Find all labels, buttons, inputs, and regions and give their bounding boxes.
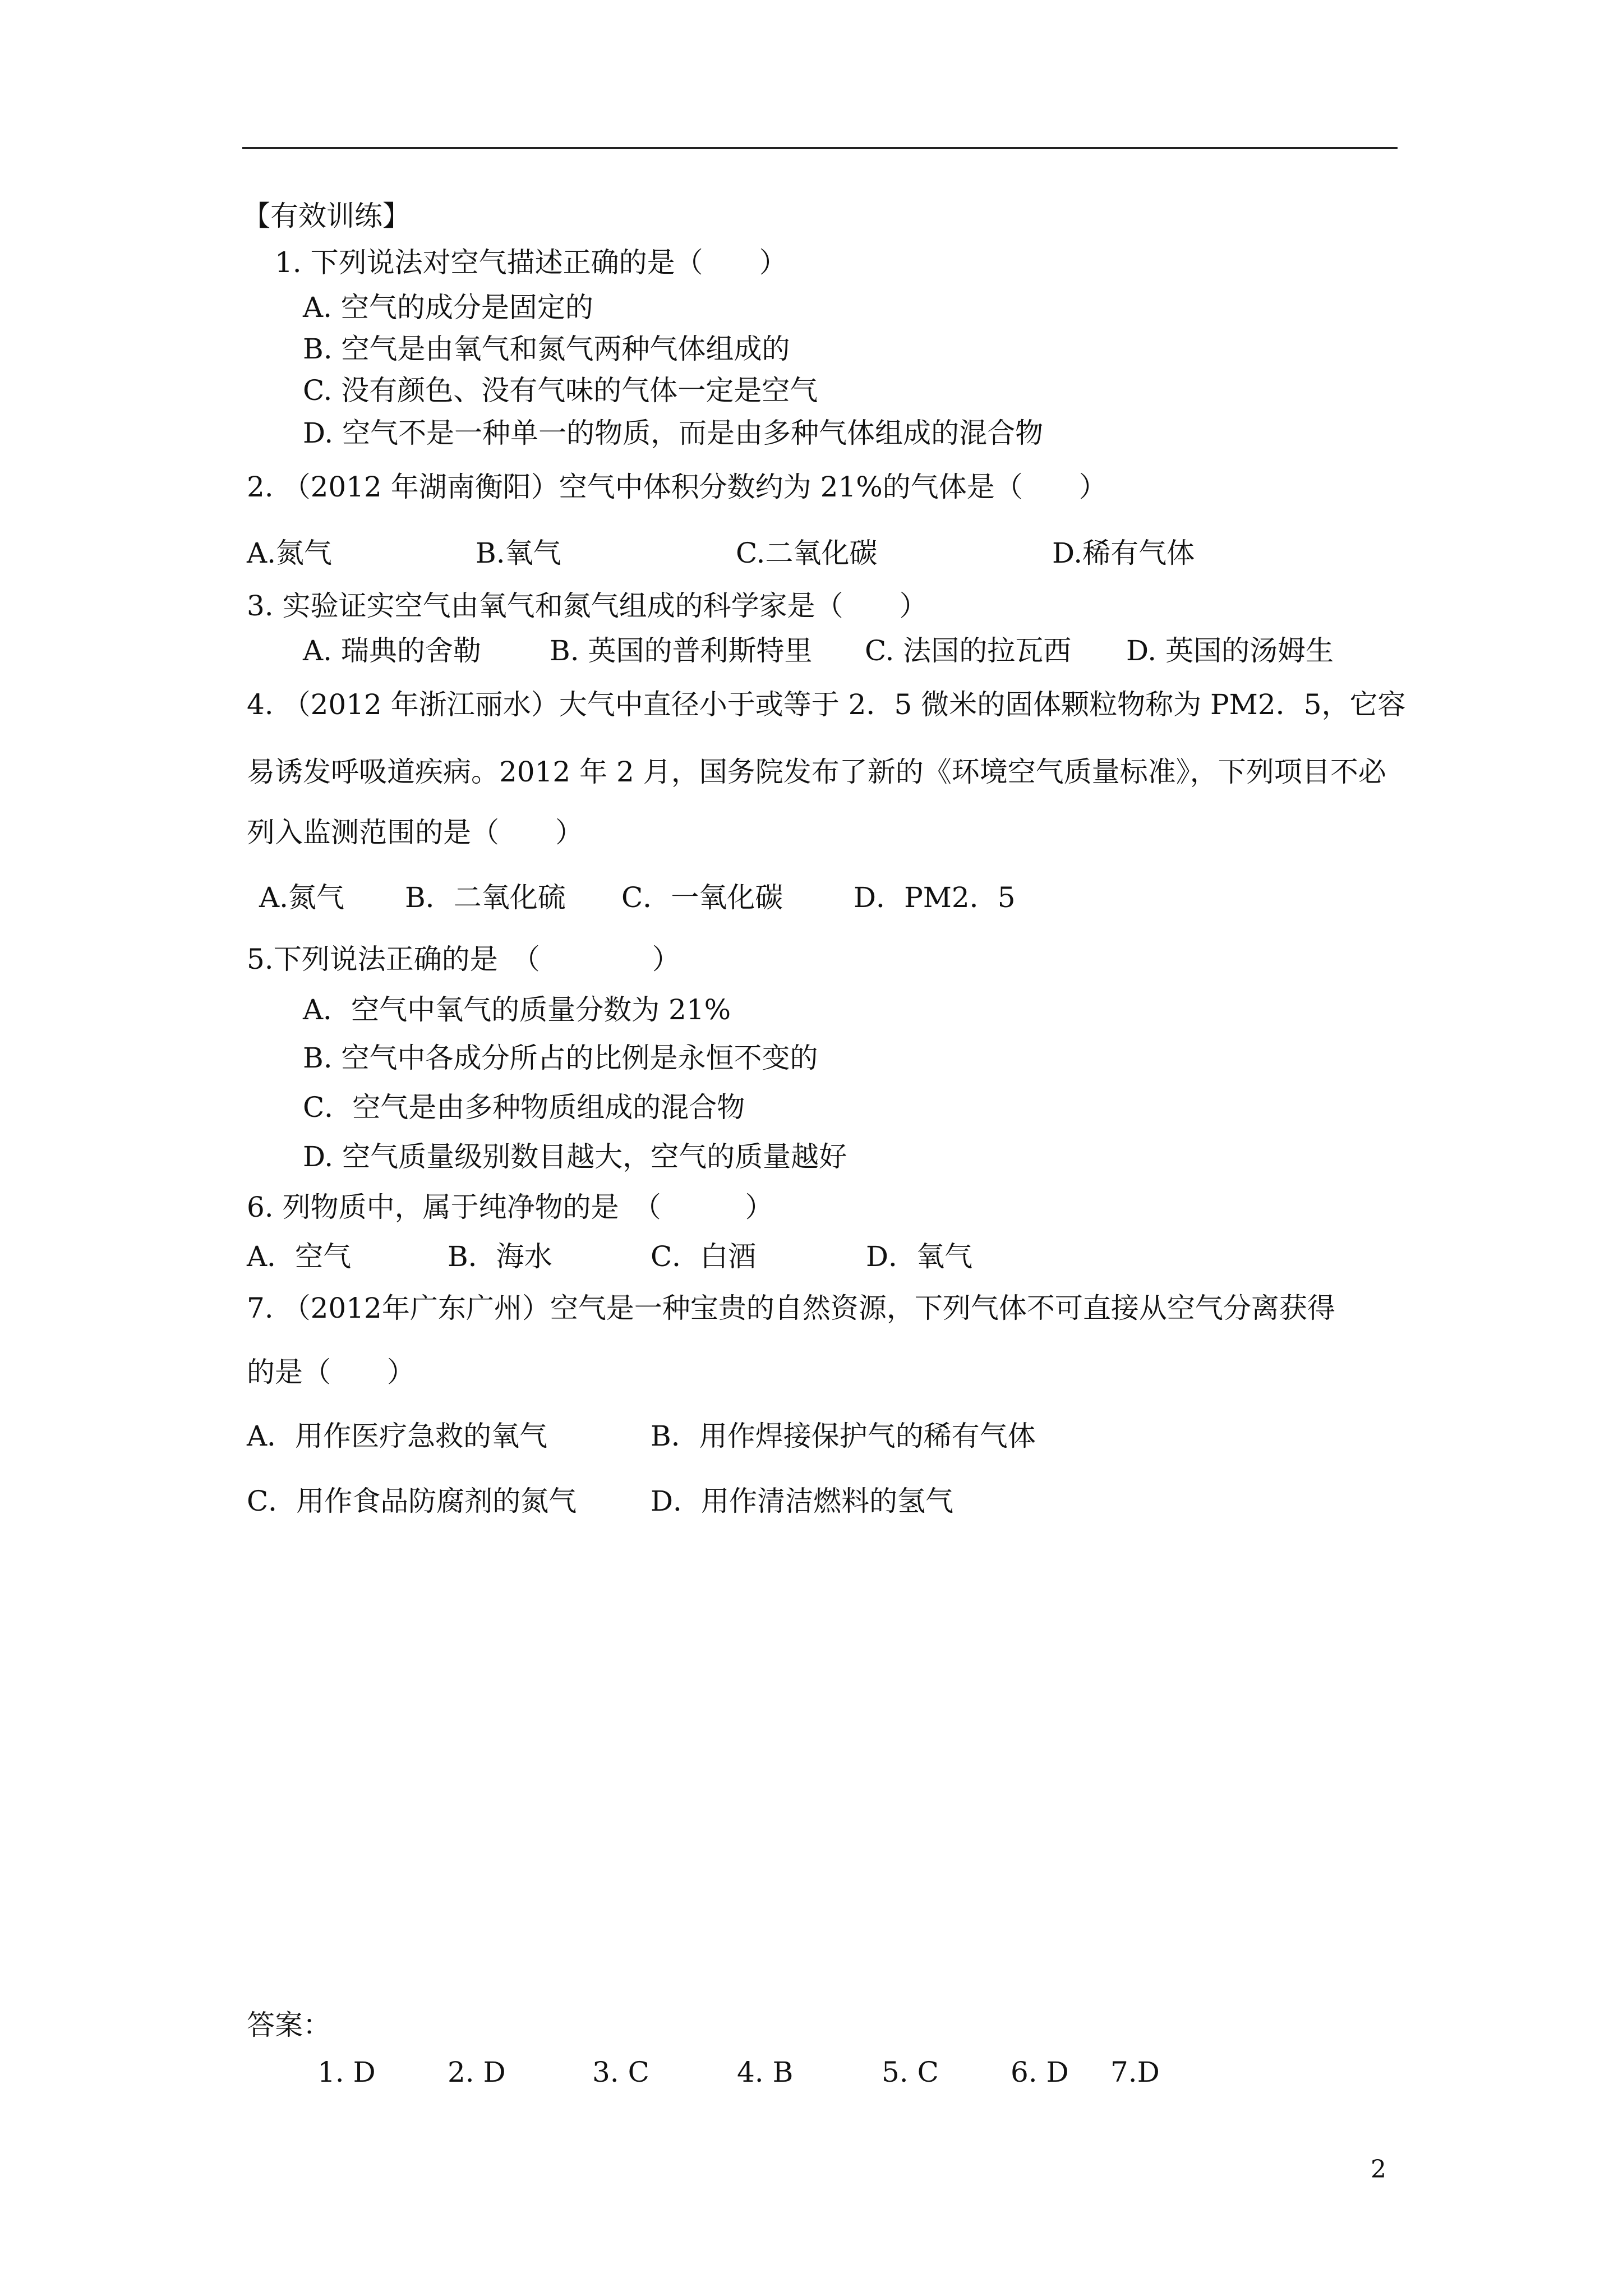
question-4-option-d: D．PM2．5 [854, 881, 1016, 914]
question-3-stem: 3. 实验证实空气由氧气和氮气组成的科学家是（ ） [247, 590, 928, 622]
question-1-option-d: D. 空气不是一种单一的物质，而是由多种气体组成的混合物 [303, 417, 1044, 449]
answer-4: 4. B [737, 2056, 794, 2088]
answer-2: 2. D [448, 2056, 506, 2088]
question-2-option-c: C.二氧化碳 [736, 537, 878, 569]
question-1-option-b: B. 空气是由氧气和氮气两种气体组成的 [303, 333, 790, 365]
answers-label: 答案： [247, 2009, 331, 2041]
question-2-option-a: A.氮气 [247, 537, 333, 569]
answer-5: 5. C [882, 2056, 939, 2088]
question-6-option-c: C．白酒 [651, 1240, 757, 1273]
question-6-option-d: D．氧气 [866, 1240, 973, 1273]
question-5-option-a: A．空气中氧气的质量分数为 21% [303, 993, 731, 1026]
question-1-stem: 1. 下列说法对空气描述正确的是（ ） [275, 246, 787, 279]
question-1-option-a: A. 空气的成分是固定的 [303, 291, 593, 324]
question-4-option-c: C．一氧化碳 [621, 881, 783, 914]
question-5-stem: 5.下列说法正确的是 （ ） [247, 943, 680, 976]
question-2-option-b: B.氧气 [476, 537, 561, 569]
question-5-option-d: D. 空气质量级别数目越大，空气的质量越好 [303, 1140, 847, 1173]
question-2-option-d: D.稀有气体 [1052, 537, 1195, 569]
question-6-stem: 6. 列物质中，属于纯净物的是 （ ） [247, 1191, 773, 1223]
answer-3: 3. C [592, 2056, 649, 2088]
question-4-line-2: 易诱发呼吸道疾病。2012 年 2 月，国务院发布了新的《环境空气质量标准》，下列项目不必 [247, 756, 1386, 788]
question-7-option-d: D．用作清洁燃料的氢气 [651, 1485, 954, 1517]
question-3-option-d: D. 英国的汤姆生 [1126, 634, 1334, 667]
question-5-option-b: B. 空气中各成分所占的比例是永恒不变的 [303, 1042, 818, 1074]
question-2-stem: 2. （2012 年湖南衡阳）空气中体积分数约为 21%的气体是（ ） [247, 471, 1107, 503]
question-1-option-c: C. 没有颜色、没有气味的气体一定是空气 [303, 374, 818, 407]
question-4-line-3: 列入监测范围的是（ ） [247, 816, 583, 849]
header-rule [242, 147, 1398, 149]
question-4-option-b: B．二氧化硫 [405, 881, 566, 914]
answer-7: 7.D [1110, 2056, 1160, 2088]
page-number: 2 [1371, 2155, 1386, 2184]
answer-1: 1. D [317, 2056, 376, 2088]
question-3-option-b: B. 英国的普利斯特里 [550, 634, 813, 667]
question-4-line-1: 4. （2012 年浙江丽水）大气中直径小于或等于 2．5 微米的固体颗粒物称为 PM2．5，它容 [247, 688, 1406, 721]
question-7-line-2: 的是（ ） [247, 1356, 415, 1388]
question-6-option-a: A．空气 [247, 1240, 352, 1273]
answer-6: 6. D [1011, 2056, 1069, 2088]
question-3-option-a: A. 瑞典的舍勒 [303, 634, 481, 667]
question-7-line-1: 7. （2012年广东广州）空气是一种宝贵的自然资源，下列气体不可直接从空气分离获得 [247, 1292, 1335, 1324]
question-5-option-c: C．空气是由多种物质组成的混合物 [303, 1091, 745, 1124]
question-3-option-c: C. 法国的拉瓦西 [865, 634, 1072, 667]
question-4-option-a: A.氮气 [259, 881, 345, 914]
question-7-option-b: B．用作焊接保护气的稀有气体 [651, 1420, 1036, 1452]
question-7-option-a: A．用作医疗急救的氧气 [247, 1420, 548, 1452]
question-7-option-c: C．用作食品防腐剂的氮气 [247, 1485, 577, 1517]
section-title: 【有效训练】 [242, 200, 411, 232]
question-6-option-b: B．海水 [448, 1240, 552, 1273]
